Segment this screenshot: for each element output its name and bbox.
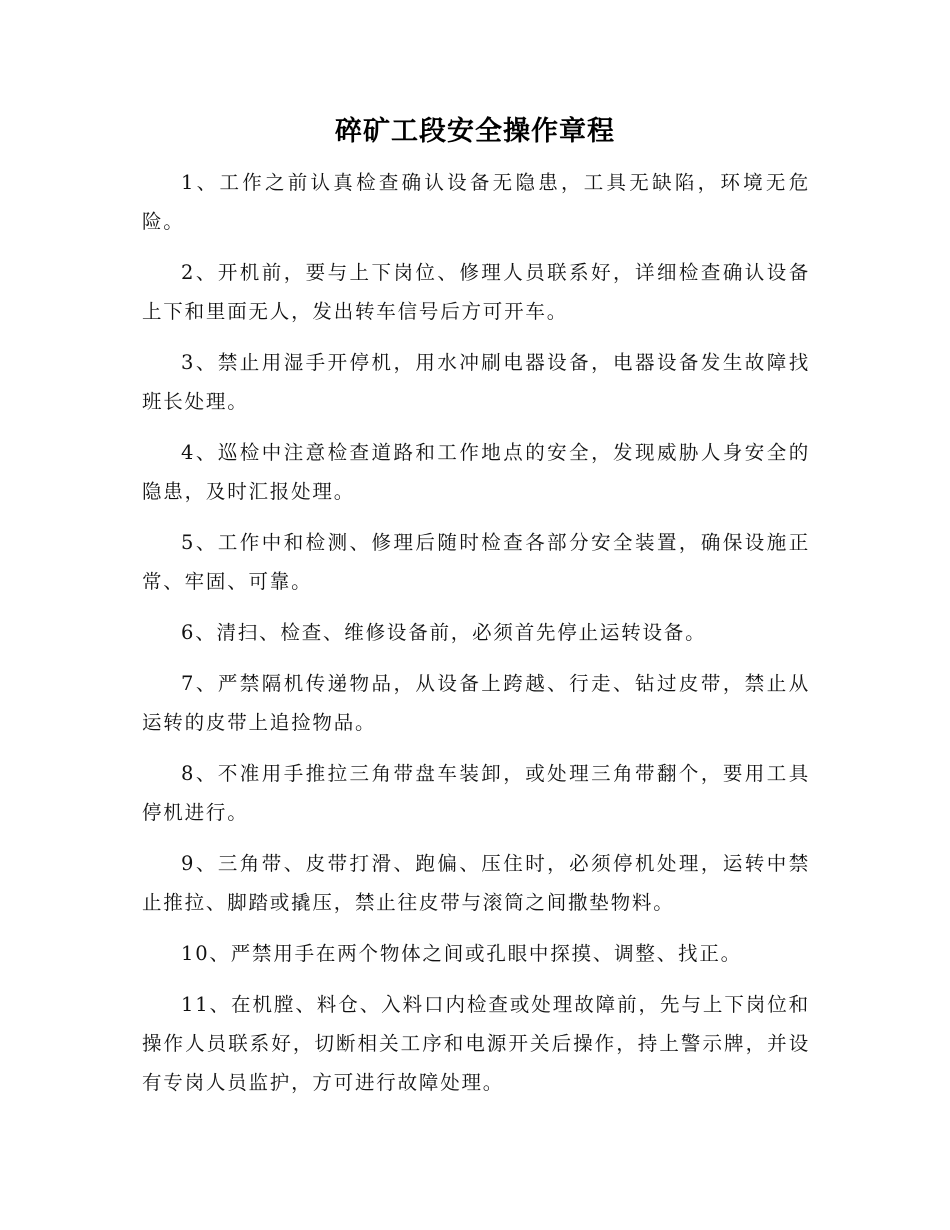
paragraph-4: 4、巡检中注意检查道路和工作地点的安全，发现威胁人身安全的隐患，及时汇报处理。 <box>142 441 810 503</box>
paragraph-11: 11、在机膛、料仓、入料口内检查或处理故障前，先与上下岗位和操作人员联系好，切断相关工序和电源开关后操作，持上警示牌，并设有专岗人员监护，方可进行故障处理。 <box>142 993 810 1094</box>
paragraph-8: 8、不准用手推拉三角带盘车装卸，或处理三角带翻个，要用工具停机进行。 <box>142 762 810 824</box>
document-body <box>142 163 810 1114</box>
paragraph-3: 3、禁止用湿手开停机，用水冲刷电器设备，电器设备发生故障找班长处理。 <box>142 351 810 413</box>
paragraph-6: 6、清扫、检查、维修设备前，必须首先停止运转设备。 <box>181 621 707 644</box>
paragraph-5: 5、工作中和检测、修理后随时检查各部分安全装置，确保设施正常、牢固、可靠。 <box>142 531 810 593</box>
paragraph-7: 7、严禁隔机传递物品，从设备上跨越、行走、钻过皮带，禁止从运转的皮带上追捡物品。 <box>142 672 810 734</box>
paragraph-10: 10、严禁用手在两个物体之间或孔眼中探摸、调整、找正。 <box>181 942 742 965</box>
paragraph-9: 9、三角带、皮带打滑、跑偏、压住时，必须停机处理，运转中禁止推拉、脚踏或撬压，禁止往皮带与滚筒之间撒垫物料。 <box>142 852 810 914</box>
paragraph-1: 1、工作之前认真检查确认设备无隐患，工具无缺陷，环境无危险。 <box>142 171 810 233</box>
paragraph-2: 2、开机前，要与上下岗位、修理人员联系好，详细检查确认设备上下和里面无人，发出转车信号后方可开车。 <box>142 261 810 323</box>
document-title: 碎矿工段安全操作章程 <box>335 116 615 147</box>
